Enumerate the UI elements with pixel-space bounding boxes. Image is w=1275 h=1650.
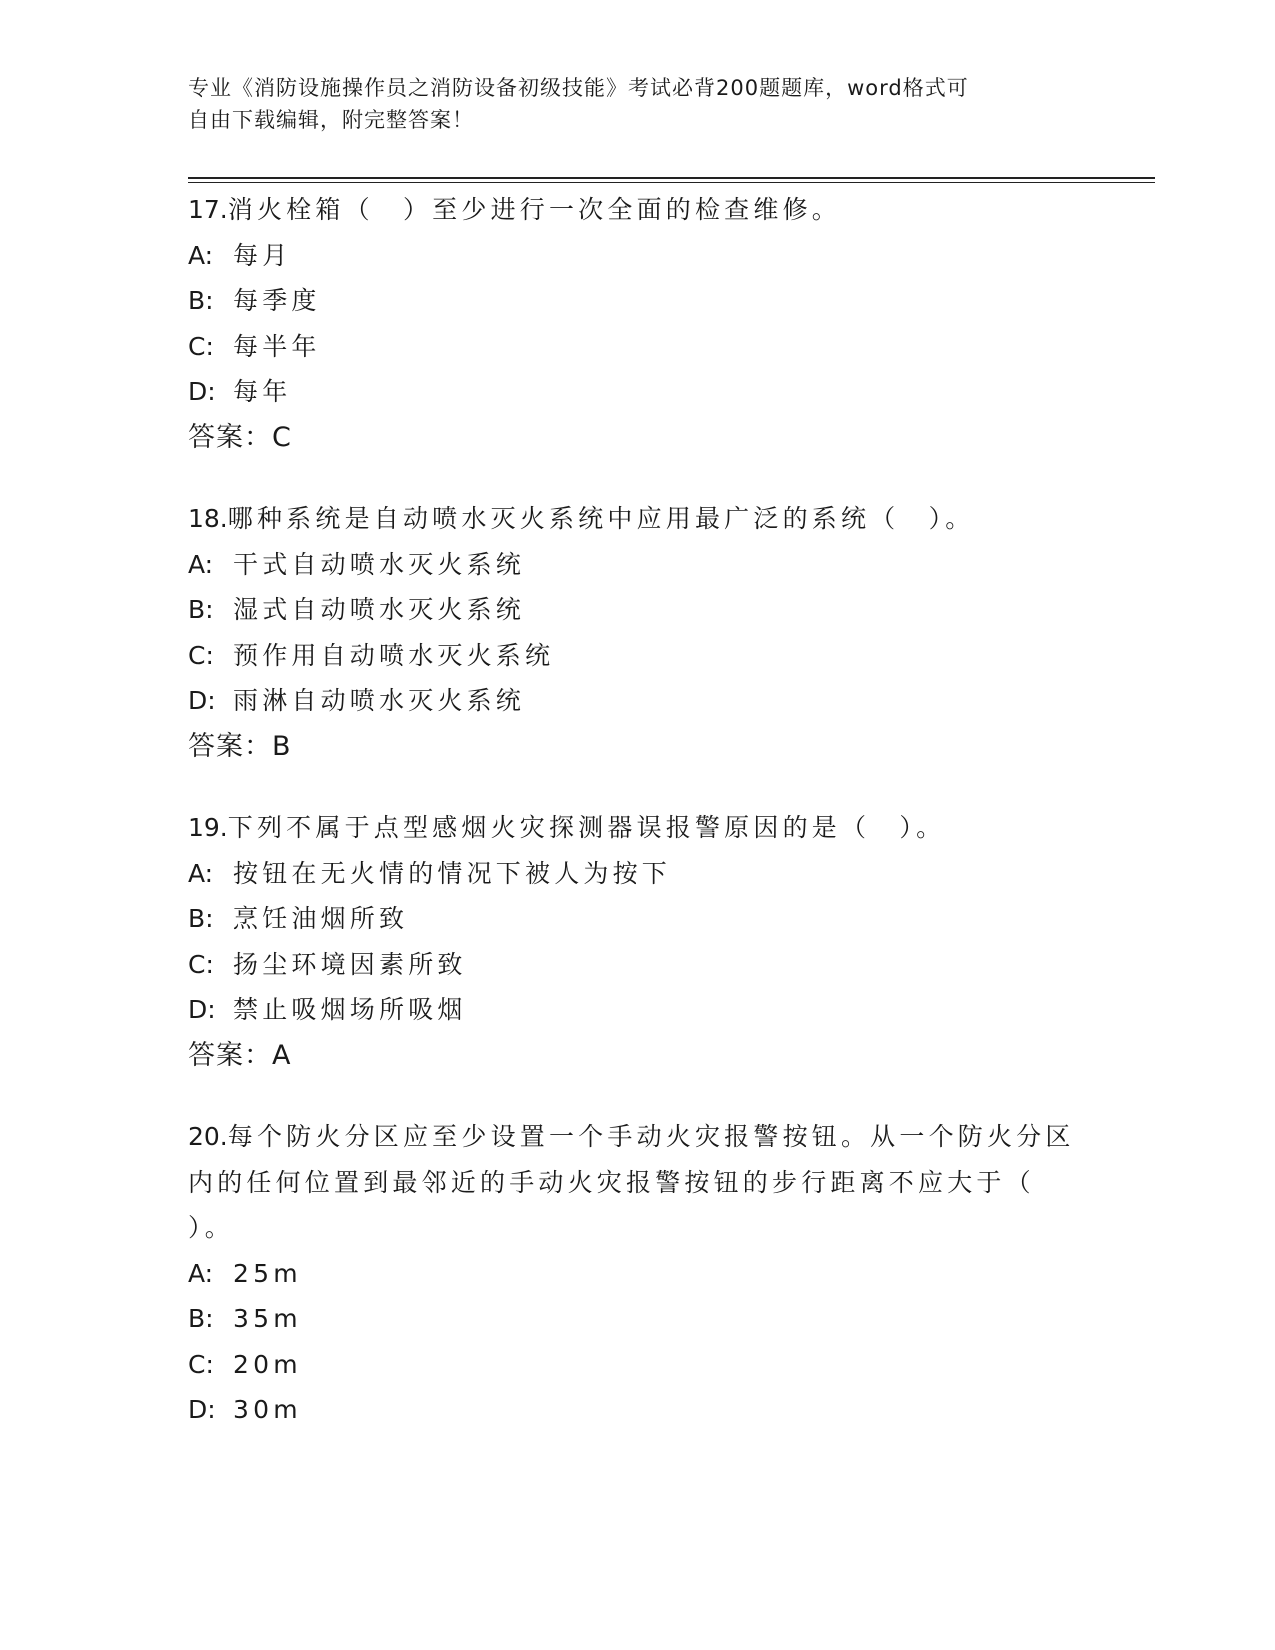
option-a: [188, 542, 1088, 588]
question-number: 17.: [188, 195, 228, 224]
option-c: [188, 633, 1088, 679]
question-19: [188, 805, 1088, 1078]
question-stem-line-3: ）。: [188, 1213, 234, 1242]
option-letter: D:: [188, 686, 216, 715]
option-text: 预作用自动喷水灭火系统: [233, 640, 555, 670]
question-number: 19.: [188, 813, 228, 842]
document-header: [188, 72, 1068, 136]
header-line-1: 专业《消防设施操作员之消防设备初级技能》考试必背200题题库，word格式可: [188, 76, 969, 100]
question-number: 18.: [188, 504, 228, 533]
option-text: 每半年: [233, 331, 321, 361]
option-b: [188, 278, 1088, 324]
option-letter: D:: [188, 995, 216, 1024]
option-text: 35m: [233, 1304, 302, 1333]
answer-line: 答案：B: [188, 730, 292, 762]
option-letter: C:: [188, 949, 214, 979]
question-text: 哪种系统是自动喷水灭火系统中应用最广泛的系统（ ）。: [227, 504, 975, 533]
option-text: 按钮在无火情的情况下被人为按下: [233, 858, 672, 888]
option-letter: B:: [188, 595, 214, 624]
option-letter: C:: [188, 1349, 214, 1379]
option-a: [188, 1251, 1088, 1297]
question-stem: [188, 496, 1088, 542]
option-text: 20m: [233, 1349, 302, 1379]
option-a: [188, 851, 1088, 897]
option-text: 扬尘环境因素所致: [233, 949, 467, 979]
question-17: [188, 187, 1088, 460]
option-letter: A:: [188, 858, 214, 888]
option-text: 干式自动喷水灭火系统: [233, 549, 526, 579]
option-d: [188, 369, 1088, 415]
option-letter: C:: [188, 640, 214, 670]
question-text: 每个防火分区应至少设置一个手动火灾报警按钮。从一个防火分区: [227, 1122, 1075, 1151]
option-text: 25m: [233, 1258, 302, 1288]
option-c: [188, 324, 1088, 370]
question-stem: [188, 187, 1088, 233]
question-text: 消火栓箱（ ）至少进行一次全面的检查维修。: [227, 195, 841, 224]
option-text: 烹饪油烟所致: [233, 904, 409, 933]
question-18: [188, 496, 1088, 769]
option-letter: B:: [188, 1304, 214, 1333]
option-d: [188, 1387, 1088, 1433]
option-letter: C:: [188, 331, 214, 361]
option-text: 每月: [233, 240, 292, 270]
option-text: 30m: [233, 1395, 302, 1424]
option-c: [188, 1342, 1088, 1388]
option-a: [188, 233, 1088, 279]
option-b: [188, 1296, 1088, 1342]
header-divider-thin: [188, 182, 1155, 183]
option-b: [188, 587, 1088, 633]
option-letter: B:: [188, 286, 214, 315]
option-letter: A:: [188, 549, 214, 579]
question-stem-line-1: [188, 1114, 1088, 1160]
header-line-2: 自由下载编辑，附完整答案！: [188, 108, 474, 132]
question-number: 20.: [188, 1122, 228, 1151]
option-text: 每年: [233, 377, 292, 406]
option-d: [188, 678, 1088, 724]
option-text: 雨淋自动喷水灭火系统: [233, 686, 526, 715]
question-stem-line-2: 内的任何位置到最邻近的手动火灾报警按钮的步行距离不应大于（: [188, 1167, 1035, 1197]
option-text: 禁止吸烟场所吸烟: [233, 995, 467, 1024]
answer-line: 答案：A: [188, 1039, 292, 1071]
question-text: 下列不属于点型感烟火灾探测器误报警原因的是（ ）。: [227, 813, 946, 842]
option-text: 每季度: [233, 286, 321, 315]
option-letter: A:: [188, 1258, 214, 1288]
option-letter: A:: [188, 240, 214, 270]
question-20: [188, 1114, 1088, 1433]
option-letter: B:: [188, 904, 214, 933]
option-d: [188, 987, 1088, 1033]
answer-line: 答案：C: [188, 421, 292, 453]
option-letter: D:: [188, 377, 216, 406]
option-c: [188, 942, 1088, 988]
option-text: 湿式自动喷水灭火系统: [233, 595, 526, 624]
option-letter: D:: [188, 1395, 216, 1424]
question-stem: [188, 805, 1088, 851]
question-list: [188, 187, 1088, 1469]
header-divider-thick: [188, 177, 1155, 179]
option-b: [188, 896, 1088, 942]
